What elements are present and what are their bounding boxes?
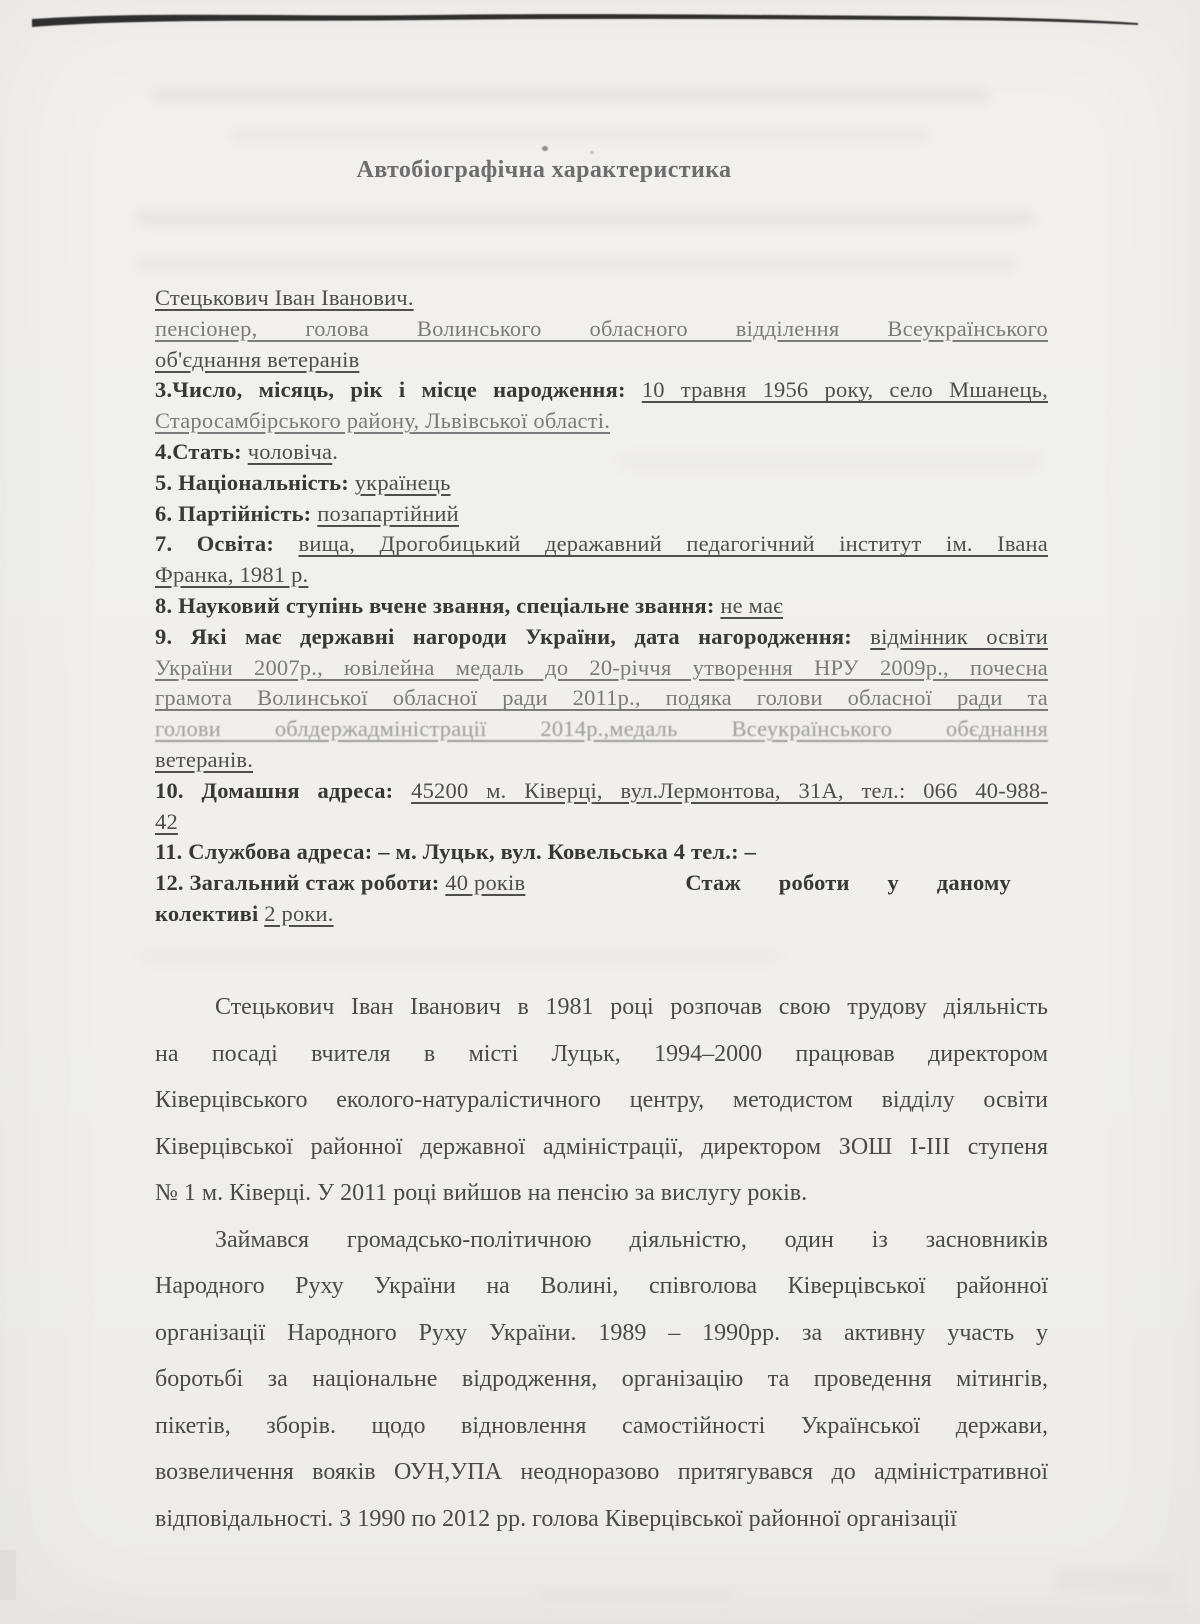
field-line — [155, 714, 1048, 745]
scan-artifact-bleedthrough — [980, 1608, 1200, 1620]
paragraph-line: Ківерцівського еколого-натуралістичного центру, методистом відділу освіти — [155, 1087, 1048, 1113]
field-line — [155, 622, 1048, 653]
scan-artifact-bleedthrough — [140, 950, 780, 962]
field-text: не має — [720, 592, 784, 618]
field-text: пенсіонер, голова Волинського обласного відділення Всеукраїнського — [155, 315, 1048, 341]
paragraph-line: пікетів, зборів. щодо відновлення самостійності Української держави, — [155, 1412, 1048, 1439]
field-line — [155, 653, 1048, 684]
field-text: позапартійний — [317, 500, 459, 526]
field-line — [155, 807, 1048, 838]
field-line — [155, 437, 1048, 468]
field-line — [155, 899, 1048, 930]
field-text: голови облдержадміністрації 2014р.,медаль Всеукраїнського обєднання — [155, 716, 1048, 742]
field-line — [155, 314, 1048, 345]
field-text: 11. Службова адреса: — [155, 839, 379, 865]
field-text: відмінник освіти — [870, 623, 1048, 649]
field-text: – м. Луцьк, вул. Ковельська 4 тел.: – — [378, 839, 757, 865]
field-text: 10. Домашня адреса: — [155, 777, 412, 803]
paragraph-line: Ківерцівської районної державної адміністрації, директором ЗОШ І-ІІІ ступеня — [155, 1133, 1048, 1160]
field-line — [155, 745, 1048, 776]
field-text: 2 роки. — [264, 900, 334, 926]
field-line — [155, 499, 1048, 530]
paragraph-line: організації Народного Руху України. 1989 – 1990рр. за активну участь у — [155, 1319, 1048, 1346]
field-text: грамота Волинської обласної ради 2011р., подяка голови обласної ради та — [155, 685, 1048, 711]
field-text: . — [332, 438, 339, 464]
field-line — [155, 868, 1048, 899]
field-text: 42 — [155, 808, 178, 834]
scan-artifact-speck — [590, 151, 594, 154]
scan-artifact-left-edge — [0, 1550, 16, 1600]
field-line — [155, 468, 1048, 499]
paragraphs — [155, 984, 1048, 1542]
paragraph-line: Стецькович Іван Іванович в 1981 році розпочав свою трудову діяльність — [215, 994, 1048, 1020]
field-text: українець — [354, 469, 451, 495]
field-text: 45200 м. Ківерці, вул.Лермонтова, 31А, тел.: 066 40-988- — [411, 777, 1048, 803]
field-line — [155, 283, 1048, 314]
scan-artifact-bleedthrough — [150, 88, 990, 103]
field-text: 10 травня 1956 року, село Мшанець, — [641, 377, 1048, 403]
field-text: об'єднання ветеранів — [155, 346, 360, 372]
field-line — [155, 345, 1048, 376]
field-text: 8. Науковий ступінь вчене звання, спеціальне звання: — [155, 592, 721, 618]
field-line — [155, 776, 1048, 807]
scan-artifact-speck — [542, 146, 548, 151]
paragraph-line: Займався громадсько-політичною діяльністю, один із засновників — [215, 1226, 1048, 1253]
scan-artifact-right-edge — [1188, 0, 1200, 1624]
field-line — [155, 837, 1048, 868]
field-text: 40 років — [445, 870, 526, 896]
field-line — [155, 375, 1048, 406]
paragraph-line: боротьбі за національне відродження, організацію та проведення мітингів, — [155, 1366, 1048, 1392]
paragraph-line: возвеличення вояків ОУН,УПА неодноразово притягувався до адміністративної — [155, 1459, 1048, 1485]
field-text: Старосамбірського району, Львівської області. — [155, 408, 611, 434]
field-text: вища, Дрогобицький деражавний педагогічний інститут ім. Івана — [298, 531, 1048, 557]
paragraph-line: Народного Руху України на Волині, співголова Ківерцівської районної — [155, 1273, 1048, 1299]
field-text — [525, 889, 685, 890]
field-text: Стецькович Іван Іванович. — [155, 285, 414, 310]
field-text: Франка, 1981 р. — [155, 562, 309, 588]
document-title: Автобіографічна характеристика — [356, 157, 732, 183]
paragraph-line: на посаді вчителя в місті Луцьк, 1994–2000 працював директором — [155, 1040, 1048, 1067]
field-line — [155, 591, 1048, 622]
field-text: 9. Які має державні нагороди України, дата нагородження: — [155, 623, 871, 649]
paragraph-line: № 1 м. Ківерці. У 2011 році вийшов на пенсію за вислугу років. — [155, 1180, 808, 1206]
field-text: 4.Стать: — [155, 438, 248, 464]
field-line — [155, 406, 1048, 437]
field-text: чоловіча — [247, 438, 333, 464]
field-text: Стаж роботи у даному — [685, 870, 1011, 896]
scan-artifact-bottom-edge — [0, 1610, 1200, 1624]
field-line — [155, 529, 1048, 560]
field-text: ветеранів. — [155, 746, 254, 772]
field-text: 3.Число, місяць, рік і місце народження: — [155, 377, 642, 403]
field-text: 5. Національність: — [155, 469, 355, 495]
scan-artifact-top-edge-line — [30, 5, 1140, 35]
field-text: 6. Партійність: — [155, 500, 318, 526]
field-text: України 2007р., ювілейна медаль до 20-річчя утворення НРУ 2009р., почесна — [155, 654, 1048, 680]
scan-artifact-bleedthrough — [135, 210, 1035, 225]
scan-artifact-bleedthrough — [540, 1590, 730, 1600]
scan-artifact-bleedthrough — [1055, 1568, 1175, 1594]
field-line — [155, 560, 1048, 591]
scan-artifact-bleedthrough — [135, 258, 1015, 272]
field-text: 7. Освіта: — [155, 531, 299, 557]
fields — [155, 283, 1048, 930]
field-text: колективі — [155, 900, 265, 926]
scan-artifact-bleedthrough — [230, 128, 930, 141]
field-line — [155, 683, 1048, 714]
paragraph-line: відповідальності. З 1990 по 2012 рр. голова Ківерцівської районної організації — [155, 1505, 957, 1532]
field-text: 12. Загальний стаж роботи: — [155, 870, 446, 896]
